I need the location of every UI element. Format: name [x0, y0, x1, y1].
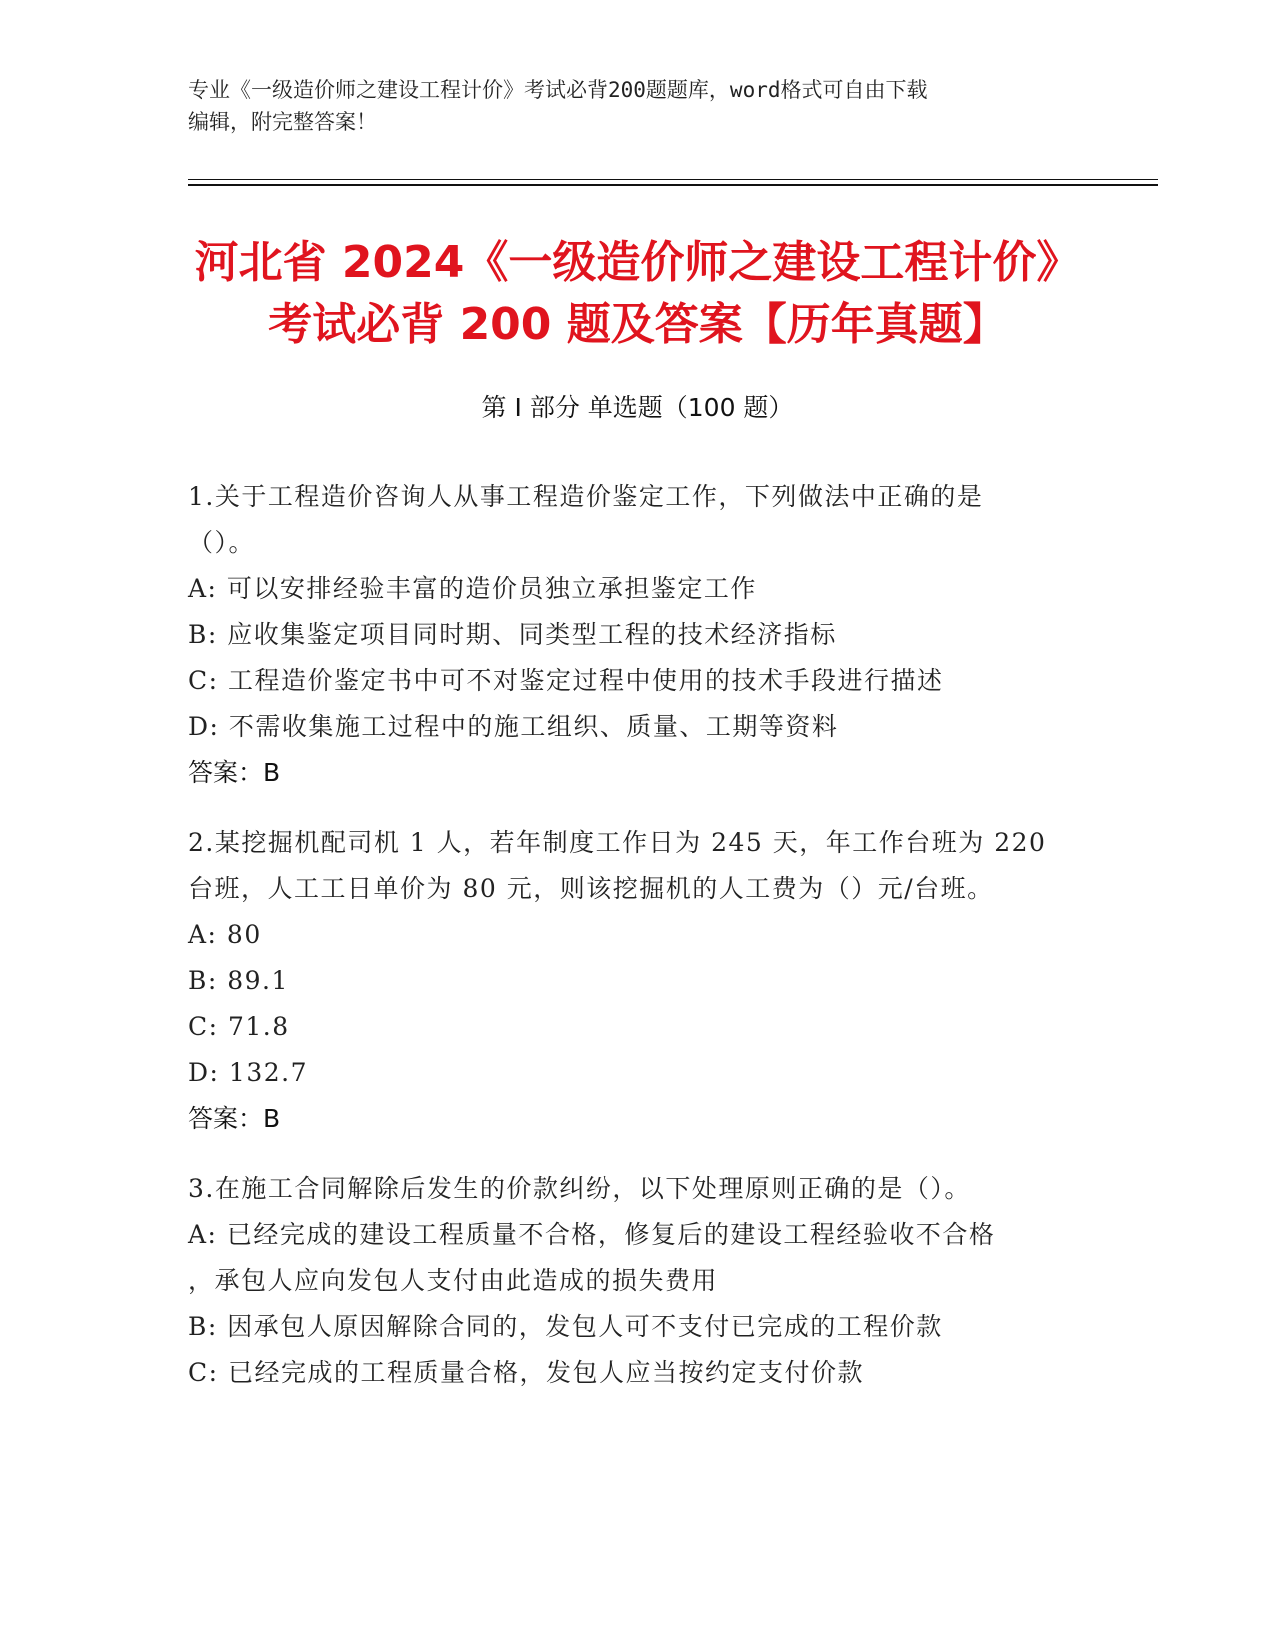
option-a-continued: ，承包人应向发包人支付由此造成的损失费用: [188, 1266, 719, 1295]
option-d: D: 132.7: [188, 1058, 308, 1087]
header-divider-thin: [188, 179, 1158, 180]
option-a: A: 已经完成的建设工程质量不合格，修复后的建设工程经验收不合格: [188, 1220, 996, 1249]
question-3: [188, 1166, 1088, 1396]
answer-line: 答案：B: [188, 1104, 281, 1133]
option-b: B: 89.1: [188, 966, 289, 995]
option-b: B: 因承包人原因解除合同的，发包人可不支付已完成的工程价款: [188, 1312, 943, 1341]
header-divider-thick: [188, 184, 1158, 186]
question-text-line: 1.关于工程造价咨询人从事工程造价鉴定工作，下列做法中正确的是: [188, 482, 984, 511]
header-note-line-2: 编辑，附完整答案！: [188, 110, 377, 134]
document-title-line-1: 河北省 2024《一级造价师之建设工程计价》: [194, 237, 1081, 288]
question-text-line: 2.某挖掘机配司机 1 人，若年制度工作日为 245 天，年工作台班为 220: [188, 828, 1047, 857]
answer-line: 答案：B: [188, 758, 281, 787]
option-c: C: 工程造价鉴定书中可不对鉴定过程中使用的技术手段进行描述: [188, 666, 944, 695]
question-1: [188, 474, 1088, 796]
question-2: [188, 820, 1088, 1142]
document-title-line-2: 考试必背 200 题及答案【历年真题】: [268, 299, 1007, 350]
question-text-line: （）。: [188, 528, 256, 557]
header-note-line-1: 专业《一级造价师之建设工程计价》考试必背200题题库，word格式可自由下载: [188, 78, 928, 102]
section-heading: 第 I 部分 单选题（100 题）: [481, 393, 794, 422]
option-c: C: 已经完成的工程质量合格，发包人应当按约定支付价款: [188, 1358, 865, 1387]
option-a: A: 可以安排经验丰富的造价员独立承担鉴定工作: [188, 574, 757, 603]
option-d: D: 不需收集施工过程中的施工组织、质量、工期等资料: [188, 712, 839, 741]
option-c: C: 71.8: [188, 1012, 290, 1041]
question-text-line: 3.在施工合同解除后发生的价款纠纷，以下处理原则正确的是（）。: [188, 1174, 971, 1203]
option-a: A: 80: [188, 920, 262, 949]
question-list: [188, 474, 1088, 1420]
question-text-line: 台班，人工工日单价为 80 元，则该挖掘机的人工费为（）元/台班。: [188, 874, 994, 903]
option-b: B: 应收集鉴定项目同时期、同类型工程的技术经济指标: [188, 620, 837, 649]
header-note: [188, 74, 1068, 138]
